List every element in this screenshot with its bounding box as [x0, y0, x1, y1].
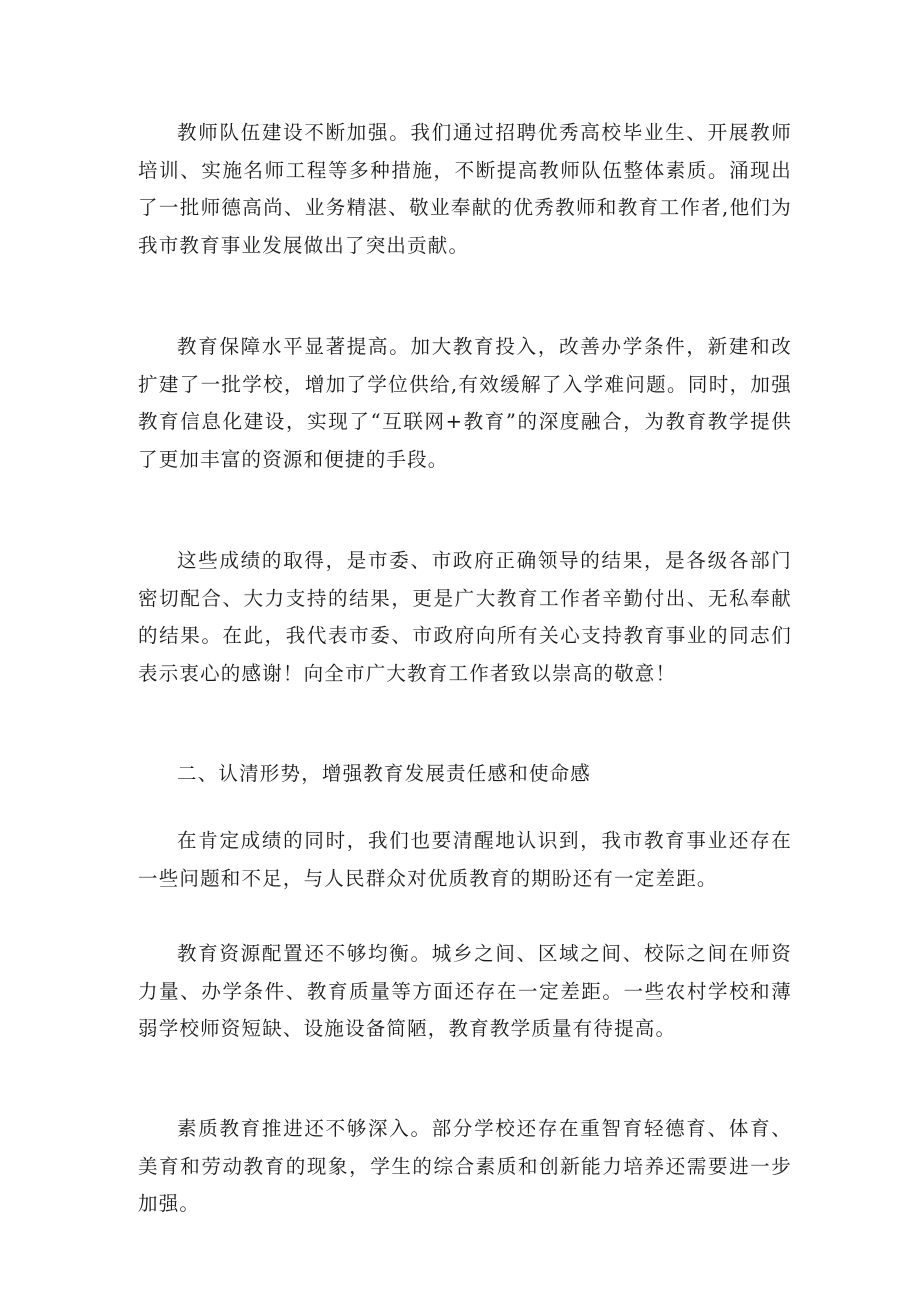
paragraph-achievements-thanks: 这些成绩的取得，是市委、市政府正确领导的结果，是各级各部门密切配合、大力支持的结果，更是广大教育工作者辛勤付出、无私奉献的结果。在此，我代表市委、市政府向所有关心支持教育事业的同志们表示衷心的感谢！向全市广大教育工作者致以崇高的敬意！	[138, 549, 792, 685]
paragraph-education-guarantee: 教育保障水平显著提高。加大教育投入，改善办学条件，新建和改扩建了一批学校，增加了学位供给,有效缓解了入学难问题。同时，加强教育信息化建设，实现了“互联网+教育”的深度融合，为教育教学提供了更加丰富的资源和便捷的手段。	[138, 335, 792, 471]
paragraph-teacher-team: 教师队伍建设不断加强。我们通过招聘优秀高校毕业生、开展教师培训、实施名师工程等多种措施，不断提高教师队伍整体素质。涌现出了一批师德高尚、业务精湛、敬业奉献的优秀教师和教育工作者,他们为我市教育事业发展做出了突出贡献。	[138, 121, 792, 257]
paragraph-resource-allocation: 教育资源配置还不够均衡。城乡之间、区域之间、校际之间在师资力量、办学条件、教育质量等方面还存在一定差距。一些农村学校和薄弱学校师资短缺、设施设备简陋，教育教学质量有待提高。	[138, 942, 792, 1040]
section-heading-2: 二、认清形势，增强教育发展责任感和使命感	[177, 762, 592, 785]
paragraph-quality-education: 素质教育推进还不够深入。部分学校还存在重智育轻德育、体育、美育和劳动教育的现象，学生的综合素质和创新能力培养还需要进一步加强。	[138, 1117, 792, 1215]
paragraph-problems-intro: 在肯定成绩的同时，我们也要清醒地认识到，我市教育事业还存在一些问题和不足，与人民群众对优质教育的期盼还有一定差距。	[138, 829, 792, 890]
